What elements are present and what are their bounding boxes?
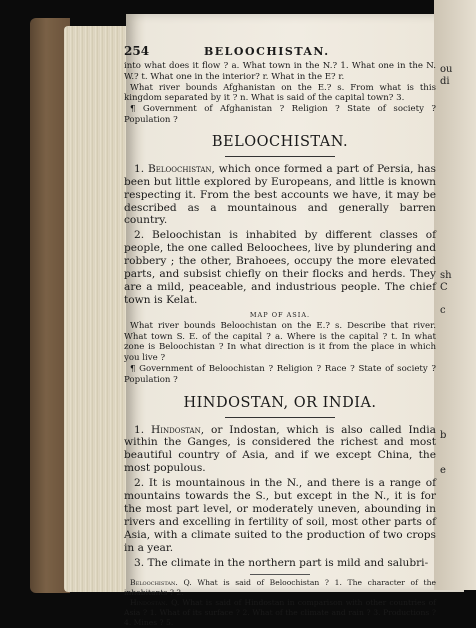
footnotes	[124, 578, 436, 628]
page-number: 254	[124, 44, 150, 58]
question-line: What river bounds Beloochistan on the E.? s. Describe that river. What town S. E. of the capital ? a. Where is the capital ? t. In what zone is Beloochistan ? In what direction is it from the place in which you live ?	[124, 320, 436, 364]
footnote-lead: Beloochistan.	[130, 577, 178, 587]
footnote	[124, 578, 436, 598]
footnote-lead: Hindostan.	[130, 597, 168, 607]
footnote-text: Q. What is said of Beloochistan ? 1. The character of the inhabitants ? 2.	[124, 577, 436, 597]
question-line: What river bounds Afghanistan on the E.? s. From what is this kingdom separated by it ? n. What is said of the capital town? 3.	[124, 82, 436, 104]
top-questions	[124, 61, 436, 126]
footnote-separator	[250, 574, 310, 575]
section-title-beloochistan: BELOOCHISTAN.	[211, 133, 349, 150]
paragraph: 3. The climate in the northern part is mild and salubri-	[134, 556, 429, 569]
map-caption: MAP OF ASIA.	[249, 310, 311, 319]
facing-page-fragment: ou	[440, 64, 453, 75]
title-rule	[225, 156, 335, 157]
paragraph	[124, 424, 436, 476]
paragraph	[124, 163, 436, 228]
question-line: into what does it flow ? a. What town in the N.? 1. What one in the N. W.? t. What one in the interior? r. What in the E? r.	[124, 61, 436, 82]
paragraph: 2. It is mountainous in the N., and there is a range of mountains towards the S., but except in the N., it is for the most part level, or moderately uneven, abounding in rivers and excelling in fertility of soil, most other parts of Asia, with a climate suited to the production of two crops in a year.	[124, 477, 436, 554]
facing-page-fragment: sh	[440, 270, 452, 281]
facing-page-edge	[434, 0, 476, 590]
facing-page-fragment: c	[440, 305, 446, 316]
paragraph-lead: 1. Hindostan,	[134, 423, 205, 436]
question-line: ¶ Government of Afghanistan ? Religion ? State of society ? Population ?	[124, 104, 436, 125]
page-content	[124, 44, 436, 628]
question-line: ¶ Government of Beloochistan ? Religion ? Race ? State of society ? Population ?	[124, 363, 436, 385]
map-questions	[124, 321, 436, 386]
footnote	[124, 598, 436, 628]
section-title-hindostan: HINDOSTAN, OR INDIA.	[183, 394, 377, 411]
footnote-text: Q. What is said of Hindostan in comparison with other countries of Asia ? 1. What of its surface ? 2. What of the climate and rain ? 3. Productions ? 4. Mines ? 5.	[124, 597, 436, 627]
title-rule	[225, 417, 335, 418]
paragraph-lead: 1. Beloochistan,	[134, 162, 215, 175]
facing-page-fragment: C	[440, 282, 448, 293]
paragraph: 2. Beloochistan is inhabited by different classes of people, the one called Beloochees, live by plundering and robbery ; the other, Brahoees, occupy the more elevated parts, and subsist chiefly on their flocks and herds. They are a mild, peaceable, and industrious people. The chief town is Kelat.	[124, 229, 436, 306]
paragraph-text: or Indostan, which is also called India within the Ganges, is considered the richest and most beautiful country of Asia, and if we except China, the most populous.	[124, 423, 436, 475]
facing-page-fragment: e	[440, 465, 446, 476]
facing-page-fragment: b	[440, 430, 447, 441]
page-header	[124, 44, 436, 58]
running-head: BELOOCHISTAN.	[204, 45, 330, 58]
paragraph-text: which once formed a part of Persia, has been but little explored by Europeans, and little is known respecting it. From the best accounts we have, it may be described as a mountainous and generally barren country.	[124, 162, 436, 227]
facing-page-fragment: di	[440, 76, 450, 87]
